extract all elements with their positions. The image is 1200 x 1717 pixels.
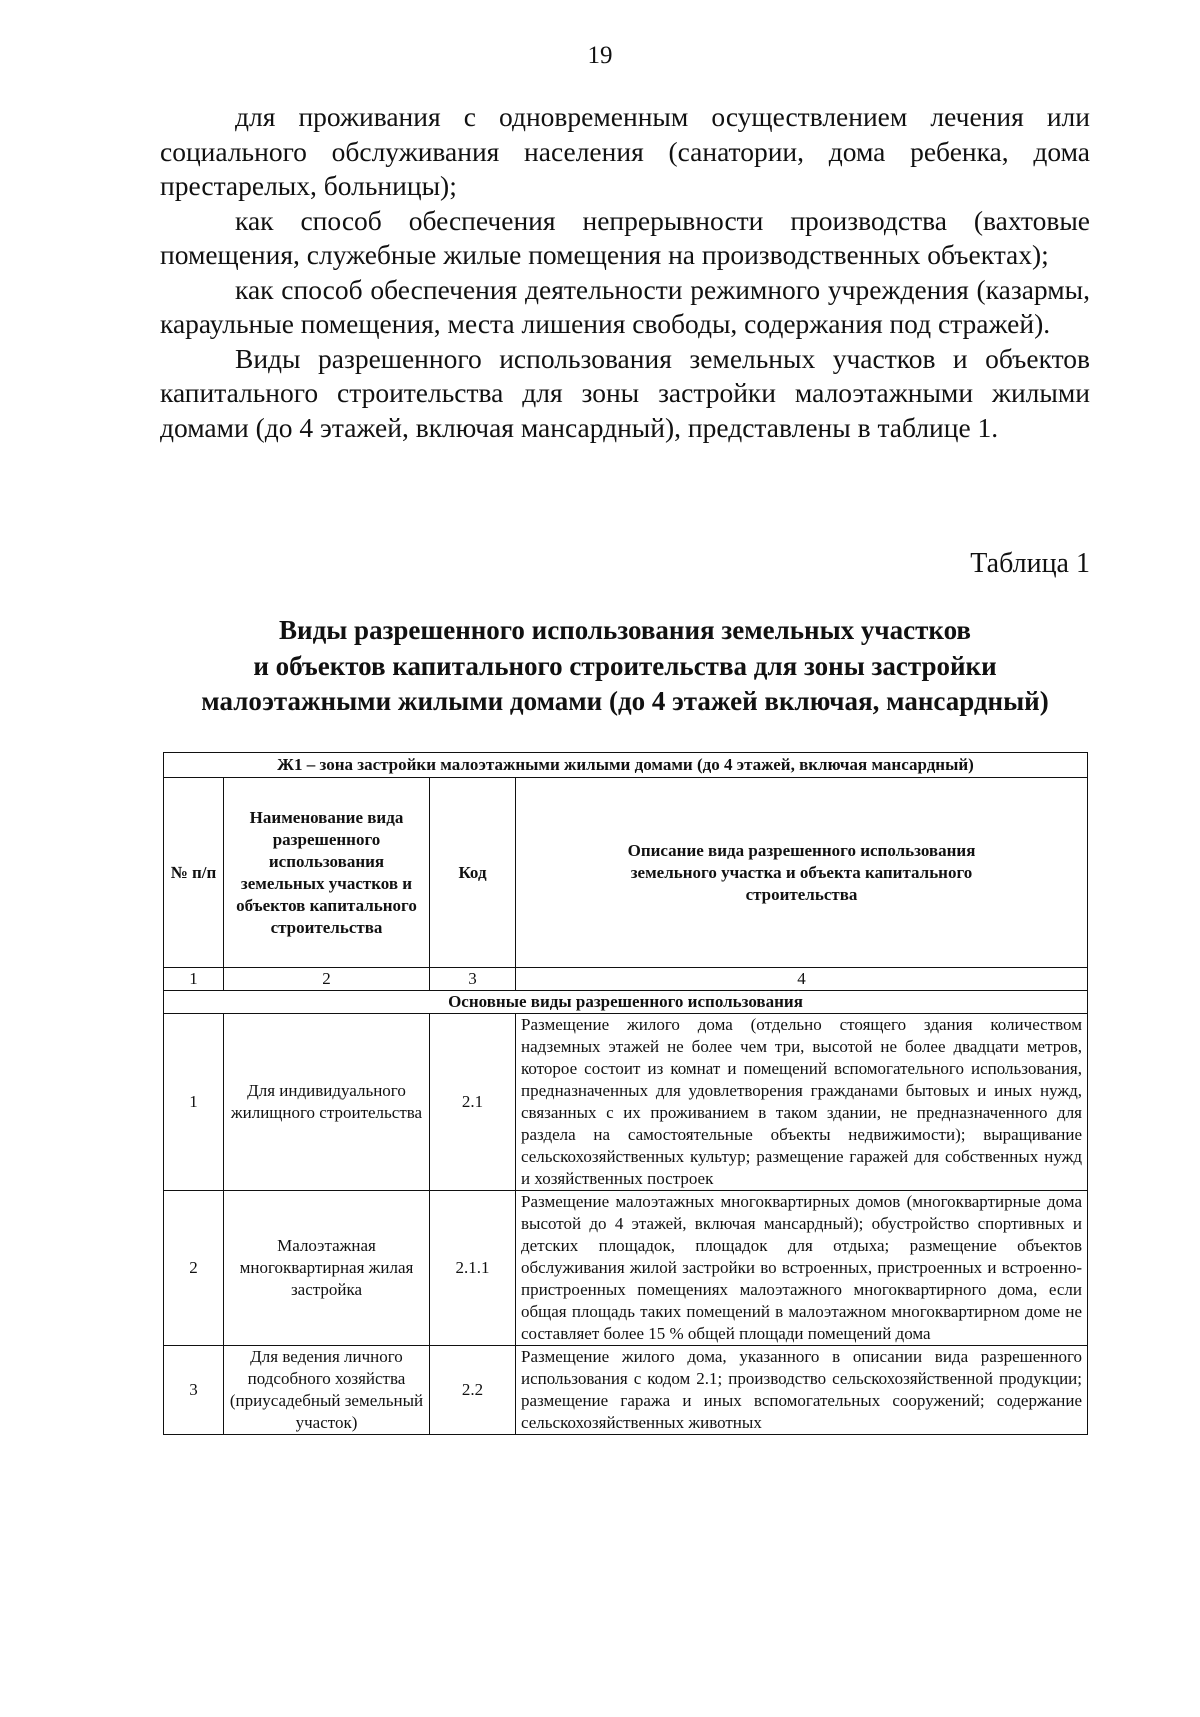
- column-header-code: Код: [430, 778, 516, 968]
- land-use-table: [163, 752, 1088, 1435]
- row-description: Размещение жилого дома, указанного в описании вида разрешенного использования с кодом 2.1; производство сельскохозяйственной продукции; размещение гаража и иных вспомогательных сооружений; содержание сельскохозяйственных животных: [516, 1346, 1088, 1435]
- row-num: 2: [164, 1191, 224, 1346]
- row-num: 1: [164, 1014, 224, 1191]
- table-title-line: малоэтажными жилыми домами (до 4 этажей включая, мансардный): [201, 686, 1049, 716]
- column-header-description: Описание вида разрешенного использования земельного участка и объекта капитального строительства: [516, 778, 1088, 968]
- column-header-name: Наименование вида разрешенного использования земельных участков и объектов капитального строительства: [224, 778, 430, 968]
- table-title-line: Виды разрешенного использования земельных участков: [279, 615, 971, 645]
- section-title: Основные виды разрешенного использования: [164, 991, 1088, 1014]
- table-caption: Таблица 1: [970, 548, 1090, 579]
- row-code: 2.1.1: [430, 1191, 516, 1346]
- table-row: [164, 1346, 1088, 1435]
- table-zone-header-row: [164, 753, 1088, 778]
- page-number: 19: [587, 42, 613, 69]
- row-description: Размещение жилого дома (отдельно стоящего здания количеством надземных этажей не более чем три, высотой не более двадцати метров, которое состоит из комнат и помещений вспомогательного использования, предназначенных для удовлетворения гражданами бытовых и иных нужд, связанных с их проживанием в таком здании, не предназначенного для раздела на самостоятельные объекты недвижимости); выращивание сельскохозяйственных культур; размещение гаражей для собственных нужд и хозяйственных построек: [516, 1014, 1088, 1191]
- column-number: 1: [164, 968, 224, 991]
- column-header-num: № п/п: [164, 778, 224, 968]
- table-column-header-row: [164, 778, 1088, 968]
- row-description: Размещение малоэтажных многоквартирных домов (многоквартирные дома высотой до 4 этажей, включая мансардный); обустройство спортивных и детских площадок, площадок для отдыха; размещение объектов обслуживания жилой застройки во встроенных, пристроенных и встроенно-пристроенных помещениях малоэтажного многоквартирного дома, если общая площадь таких помещений в малоэтажном многоквартирном доме не составляет более 15 % общей площади помещений дома: [516, 1191, 1088, 1346]
- table-row: [164, 1014, 1088, 1191]
- row-name: Малоэтажная многоквартирная жилая застройка: [224, 1191, 430, 1346]
- column-number: 2: [224, 968, 430, 991]
- body-text: [160, 100, 1090, 445]
- table-column-number-row: [164, 968, 1088, 991]
- column-number: 4: [516, 968, 1088, 991]
- paragraph-shift-work: как способ обеспечения непрерывности производства (вахтовые помещения, служебные жилые помещения на производственных объектах);: [160, 204, 1090, 270]
- paragraph-regime-institution: как способ обеспечения деятельности режимного учреждения (казармы, караульные помещения, места лишения свободы, содержания под стражей).: [160, 273, 1090, 339]
- table-row: [164, 1191, 1088, 1346]
- paragraph-table-reference: Виды разрешенного использования земельных участков и объектов капитального строительства для зоны застройки малоэтажными жилыми домами (до 4 этажей, включая мансардный), представлены в таблице 1.: [160, 342, 1090, 443]
- row-name: Для индивидуального жилищного строительства: [224, 1014, 430, 1191]
- table-section-row: [164, 991, 1088, 1014]
- table-title-line: и объектов капитального строительства для зоны застройки: [253, 650, 997, 681]
- row-num: 3: [164, 1346, 224, 1435]
- row-code: 2.1: [430, 1014, 516, 1191]
- table-title: [160, 613, 1090, 720]
- row-code: 2.2: [430, 1346, 516, 1435]
- column-number: 3: [430, 968, 516, 991]
- paragraph-continuation: для проживания с одновременным осуществлением лечения или социального обслуживания населения (санатории, дома ребенка, дома престарелых, больницы);: [160, 101, 1090, 201]
- zone-header: Ж1 – зона застройки малоэтажными жилыми домами (до 4 этажей, включая мансардный): [164, 753, 1088, 778]
- row-name: Для ведения личного подсобного хозяйства (приусадебный земельный участок): [224, 1346, 430, 1435]
